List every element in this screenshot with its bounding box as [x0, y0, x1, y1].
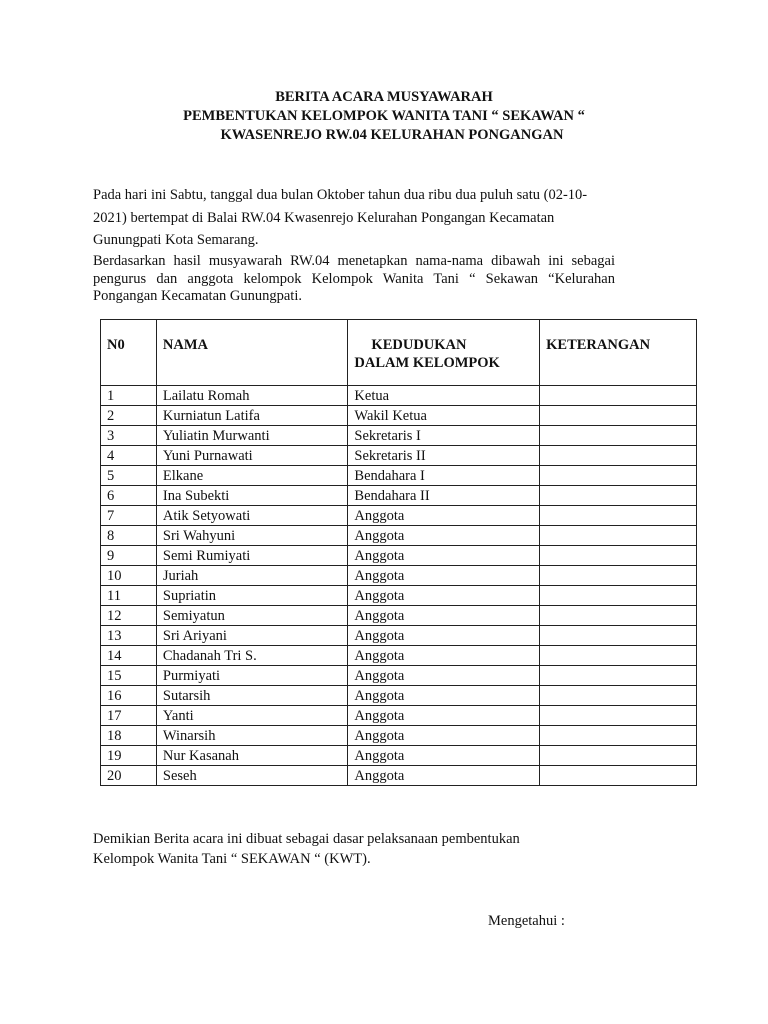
- cell-no: 15: [101, 666, 157, 686]
- cell-kedudukan: Anggota: [348, 586, 540, 606]
- cell-keterangan: [540, 466, 697, 486]
- cell-no: 6: [101, 486, 157, 506]
- table-row: [101, 606, 697, 626]
- cell-kedudukan: Anggota: [348, 706, 540, 726]
- cell-no: 14: [101, 646, 157, 666]
- cell-kedudukan: Ketua: [348, 386, 540, 406]
- cell-keterangan: [540, 546, 697, 566]
- cell-nama: Yuni Purnawati: [156, 446, 348, 466]
- cell-kedudukan: Anggota: [348, 626, 540, 646]
- table-row: [101, 686, 697, 706]
- cell-kedudukan: Sekretaris I: [348, 426, 540, 446]
- opening-line-1: Pada hari ini Sabtu, tanggal dua bulan Oktober tahun dua ribu dua puluh satu (02-10-: [93, 187, 588, 203]
- cell-keterangan: [540, 606, 697, 626]
- cell-keterangan: [540, 486, 697, 506]
- table-row: [101, 646, 697, 666]
- cell-kedudukan: Anggota: [348, 686, 540, 706]
- cell-nama: Winarsih: [156, 726, 348, 746]
- cell-keterangan: [540, 426, 697, 446]
- table-row: [101, 766, 697, 786]
- cell-keterangan: [540, 446, 697, 466]
- cell-nama: Nur Kasanah: [156, 746, 348, 766]
- cell-nama: Purmiyati: [156, 666, 348, 686]
- cell-nama: Seseh: [156, 766, 348, 786]
- cell-nama: Ina Subekti: [156, 486, 348, 506]
- cell-kedudukan: Anggota: [348, 766, 540, 786]
- table-row: [101, 546, 697, 566]
- cell-kedudukan: Anggota: [348, 526, 540, 546]
- decision-paragraph: Berdasarkan hasil musyawarah RW.04 menetapkan nama-nama dibawah ini sebagai pengurus dan anggota kelompok Kelompok Wanita Tani “ Sekawan “Kelurahan Pongangan Kecamatan Gunungpati.: [93, 253, 615, 304]
- cell-nama: Yuliatin Murwanti: [156, 426, 348, 446]
- closing-line-1: [93, 829, 615, 849]
- closing-paragraph: [93, 829, 615, 869]
- closing-line-2: Kelompok Wanita Tani “ SEKAWAN “ (KWT).: [93, 851, 371, 867]
- cell-nama: Sri Wahyuni: [156, 526, 348, 546]
- cell-no: 9: [101, 546, 157, 566]
- opening-line-3: Gunungpati Kota Semarang.: [93, 232, 259, 248]
- cell-keterangan: [540, 666, 697, 686]
- cell-kedudukan: Anggota: [348, 546, 540, 566]
- table-row: [101, 746, 697, 766]
- cell-no: 7: [101, 506, 157, 526]
- table-row: [101, 626, 697, 646]
- cell-nama: Semiyatun: [156, 606, 348, 626]
- cell-no: 10: [101, 566, 157, 586]
- cell-kedudukan: Anggota: [348, 666, 540, 686]
- cell-nama: Yanti: [156, 706, 348, 726]
- cell-keterangan: [540, 406, 697, 426]
- cell-no: 16: [101, 686, 157, 706]
- table-row: [101, 466, 697, 486]
- cell-no: 1: [101, 386, 157, 406]
- cell-keterangan: [540, 746, 697, 766]
- cell-keterangan: [540, 586, 697, 606]
- cell-kedudukan: Bendahara II: [348, 486, 540, 506]
- table-row: [101, 486, 697, 506]
- signature-label: Mengetahui :: [488, 913, 565, 929]
- cell-no: 18: [101, 726, 157, 746]
- cell-keterangan: [540, 766, 697, 786]
- cell-nama: Juriah: [156, 566, 348, 586]
- cell-keterangan: [540, 706, 697, 726]
- cell-kedudukan: Anggota: [348, 646, 540, 666]
- header-no: N0: [101, 320, 157, 386]
- table-row: [101, 726, 697, 746]
- cell-nama: Semi Rumiyati: [156, 546, 348, 566]
- closing-line-1-text: Demikian Berita acara ini dibuat sebagai dasar pelaksanaan pembentukan: [93, 831, 520, 847]
- cell-no: 5: [101, 466, 157, 486]
- cell-no: 19: [101, 746, 157, 766]
- cell-kedudukan: Anggota: [348, 566, 540, 586]
- cell-kedudukan: Anggota: [348, 506, 540, 526]
- header-kedudukan-line-2: DALAM KELOMPOK: [354, 355, 500, 371]
- table-row: [101, 706, 697, 726]
- document-title: BERITA ACARA MUSYAWARAH: [275, 89, 493, 105]
- cell-no: 20: [101, 766, 157, 786]
- cell-nama: Kurniatun Latifa: [156, 406, 348, 426]
- cell-no: 3: [101, 426, 157, 446]
- table-row: [101, 426, 697, 446]
- table-row: [101, 446, 697, 466]
- cell-keterangan: [540, 686, 697, 706]
- cell-nama: Atik Setyowati: [156, 506, 348, 526]
- header-kedudukan: [348, 320, 540, 386]
- cell-keterangan: [540, 526, 697, 546]
- cell-nama: Chadanah Tri S.: [156, 646, 348, 666]
- cell-keterangan: [540, 646, 697, 666]
- opening-line-2: 2021) bertempat di Balai RW.04 Kwasenrejo Kelurahan Pongangan Kecamatan: [93, 209, 555, 226]
- table-row: [101, 386, 697, 406]
- cell-keterangan: [540, 506, 697, 526]
- header-keterangan: KETERANGAN: [540, 320, 697, 386]
- cell-nama: Sri Ariyani: [156, 626, 348, 646]
- cell-no: 13: [101, 626, 157, 646]
- table-row: [101, 586, 697, 606]
- document-location: KWASENREJO RW.04 KELURAHAN PONGANGAN: [220, 127, 564, 143]
- table-row: [101, 666, 697, 686]
- cell-kedudukan: Anggota: [348, 726, 540, 746]
- table-row: [101, 506, 697, 526]
- cell-no: 11: [101, 586, 157, 606]
- cell-kedudukan: Bendahara I: [348, 466, 540, 486]
- cell-nama: Elkane: [156, 466, 348, 486]
- document-subtitle: PEMBENTUKAN KELOMPOK WANITA TANI “ SEKAWAN “: [183, 108, 585, 124]
- table-row: [101, 526, 697, 546]
- cell-no: 8: [101, 526, 157, 546]
- cell-nama: Lailatu Romah: [156, 386, 348, 406]
- cell-no: 4: [101, 446, 157, 466]
- members-table: [100, 319, 697, 786]
- cell-keterangan: [540, 626, 697, 646]
- cell-keterangan: [540, 566, 697, 586]
- cell-no: 17: [101, 706, 157, 726]
- table-header-row: [101, 320, 697, 386]
- cell-keterangan: [540, 726, 697, 746]
- table-row: [101, 406, 697, 426]
- cell-kedudukan: Sekretaris II: [348, 446, 540, 466]
- cell-keterangan: [540, 386, 697, 406]
- cell-nama: Sutarsih: [156, 686, 348, 706]
- cell-no: 2: [101, 406, 157, 426]
- cell-nama: Supriatin: [156, 586, 348, 606]
- table-row: [101, 566, 697, 586]
- cell-kedudukan: Anggota: [348, 606, 540, 626]
- opening-paragraph: [93, 184, 615, 252]
- cell-kedudukan: Wakil Ketua: [348, 406, 540, 426]
- header-nama: NAMA: [156, 320, 348, 386]
- cell-kedudukan: Anggota: [348, 746, 540, 766]
- header-kedudukan-line-1: KEDUDUKAN: [371, 337, 467, 353]
- members-table-body: [101, 386, 697, 786]
- cell-no: 12: [101, 606, 157, 626]
